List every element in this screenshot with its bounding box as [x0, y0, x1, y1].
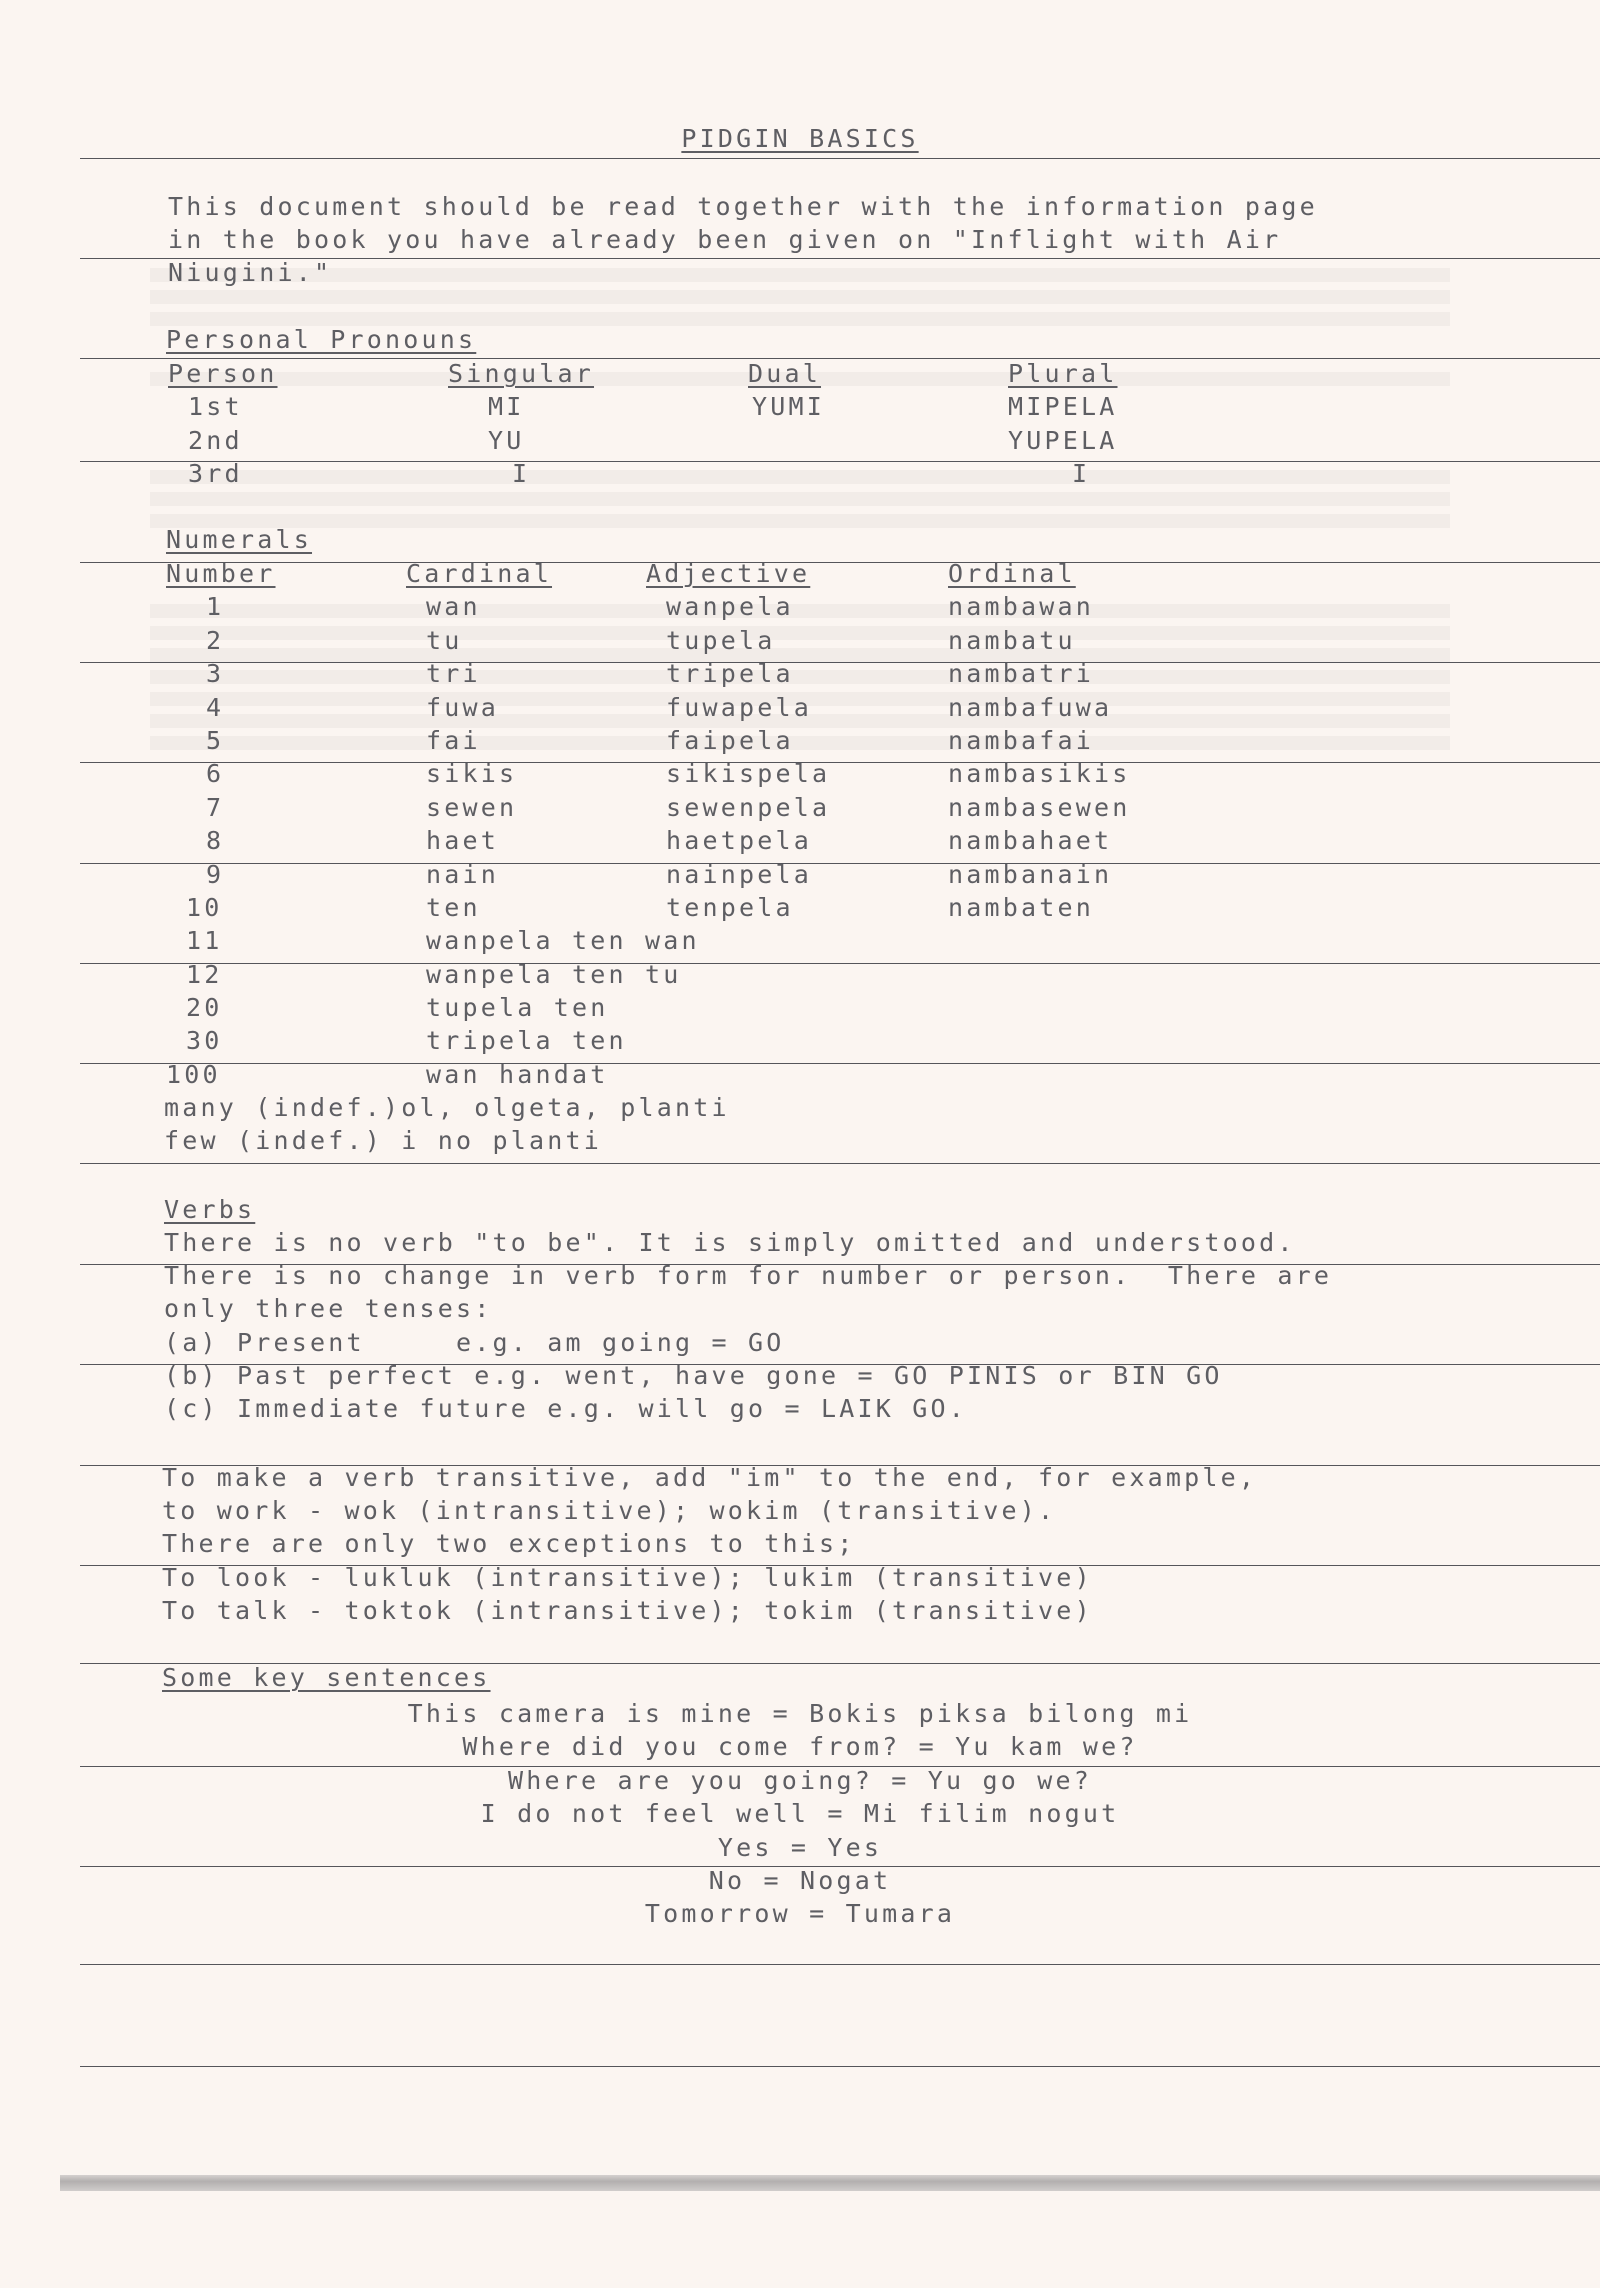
column-header: Adjective: [646, 559, 811, 588]
ruled-line: [80, 1063, 1600, 1064]
show-through: [150, 648, 1450, 662]
ordinal-cell: nambasikis: [948, 759, 1131, 789]
transitive-line: to work - wok (intransitive); wokim (transitive).: [162, 1496, 1057, 1525]
number-cell: 3: [206, 659, 225, 689]
dual-cell: YUMI: [752, 392, 826, 422]
number-cell: 1: [206, 592, 225, 622]
cardinal-cell: wanpela ten wan: [426, 926, 700, 956]
transitive-exception: To look - lukluk (intransitive); lukim (transitive): [162, 1563, 1093, 1592]
cardinal-cell: sewen: [426, 792, 518, 822]
ruled-line: [80, 2066, 1600, 2067]
ordinal-cell: nambafai: [948, 725, 1095, 755]
verbs-line: There is no verb "to be". It is simply omitted and understood.: [164, 1228, 1296, 1257]
verbs-heading: Verbs: [164, 1195, 256, 1224]
transitive-exception: To talk - toktok (intransitive); tokim (transitive): [162, 1596, 1093, 1625]
number-cell: 5: [206, 725, 225, 755]
sentences-list: [0, 1697, 1600, 1931]
ordinal-cell: nambaten: [948, 892, 1095, 922]
person-cell: 3rd: [188, 459, 243, 489]
ordinal-cell: nambanain: [948, 859, 1113, 889]
adjective-cell: nainpela: [666, 859, 813, 889]
sentence-line: No = Nogat: [708, 1866, 892, 1896]
ordinal-cell: nambawan: [948, 592, 1095, 622]
ruled-line: [80, 762, 1600, 763]
ruled-line: [80, 562, 1600, 563]
cardinal-cell: tri: [426, 659, 481, 689]
column-header: Cardinal: [406, 559, 553, 588]
adjective-cell: fuwapela: [666, 692, 813, 722]
sentence-line: Tomorrow = Tumara: [644, 1899, 956, 1929]
cardinal-cell: ten: [426, 892, 481, 922]
verbs-line: only three tenses:: [164, 1294, 493, 1323]
ordinal-cell: nambafuwa: [948, 692, 1113, 722]
number-cell: 9: [206, 859, 225, 889]
ruled-line: [80, 1163, 1600, 1164]
tense-immediate-future: (c) Immediate future e.g. will go = LAIK GO.: [164, 1394, 968, 1423]
ruled-line: [80, 863, 1600, 864]
number-cell: 7: [206, 792, 225, 822]
number-cell: 6: [206, 759, 225, 789]
person-cell: 1st: [188, 392, 243, 422]
ordinal-cell: nambatri: [948, 659, 1095, 689]
number-cell: 4: [206, 692, 225, 722]
cardinal-cell: wan handat: [426, 1059, 609, 1089]
plural-cell: MIPELA: [1008, 392, 1118, 422]
adjective-cell: haetpela: [666, 826, 813, 856]
adjective-cell: tripela: [666, 659, 794, 689]
plural-cell: I: [1072, 459, 1091, 489]
cardinal-cell: tu: [426, 625, 463, 655]
numeral-note: many (indef.)ol, olgeta, planti: [164, 1093, 730, 1122]
sentence-line: Where did you come from? = Yu kam we?: [462, 1732, 1138, 1762]
sentences-heading: Some key sentences: [162, 1663, 491, 1692]
number-cell: 20: [186, 993, 223, 1023]
column-header: Singular: [448, 359, 595, 388]
cardinal-cell: tupela ten: [426, 993, 609, 1023]
ruled-line: [80, 358, 1600, 359]
ruled-line: [80, 1964, 1600, 1965]
plural-cell: YUPELA: [1008, 425, 1118, 455]
column-header: Dual: [748, 359, 822, 388]
adjective-cell: tenpela: [666, 892, 794, 922]
pronouns-heading: Personal Pronouns: [166, 325, 477, 354]
show-through: [150, 604, 1450, 618]
tense-present: (a) Present e.g. am going = GO: [164, 1328, 785, 1357]
ruled-line: [80, 158, 1600, 159]
cardinal-cell: sikis: [426, 759, 518, 789]
transitive-line: There are only two exceptions to this;: [162, 1529, 856, 1558]
show-through: [150, 492, 1450, 506]
singular-cell: MI: [488, 392, 525, 422]
number-cell: 30: [186, 1026, 223, 1056]
scan-smudge: [60, 2175, 1600, 2191]
sentence-line: Yes = Yes: [717, 1832, 883, 1862]
show-through: [150, 514, 1450, 528]
number-cell: 8: [206, 826, 225, 856]
intro-line: This document should be read together with the information page: [168, 192, 1318, 221]
transitive-line: To make a verb transitive, add "im" to the end, for example,: [162, 1463, 1258, 1492]
sentence-line: This camera is mine = Bokis piksa bilong mi: [407, 1699, 1193, 1728]
adjective-cell: sikispela: [666, 759, 831, 789]
numeral-note: few (indef.) i no planti: [164, 1126, 603, 1155]
show-through: [150, 626, 1450, 640]
sentence-line: I do not feel well = Mi filim nogut: [480, 1799, 1120, 1829]
verbs-line: There is no change in verb form for number or person. There are: [164, 1261, 1333, 1290]
tense-past-perfect: (b) Past perfect e.g. went, have gone = GO PINIS or BIN GO: [164, 1361, 1223, 1390]
number-cell: 10: [186, 892, 223, 922]
number-cell: 100: [166, 1059, 221, 1089]
sentence-line: Where are you going? = Yu go we?: [507, 1765, 1093, 1795]
person-cell: 2nd: [188, 425, 243, 455]
show-through: [150, 290, 1450, 304]
cardinal-cell: tripela ten: [426, 1026, 627, 1056]
cardinal-cell: fai: [426, 725, 481, 755]
adjective-cell: sewenpela: [666, 792, 831, 822]
cardinal-cell: wanpela ten tu: [426, 959, 682, 989]
column-header: Plural: [1008, 359, 1118, 388]
ruled-line: [80, 963, 1600, 964]
number-cell: 11: [186, 926, 223, 956]
adjective-cell: wanpela: [666, 592, 794, 622]
adjective-cell: faipela: [666, 725, 794, 755]
number-cell: 2: [206, 625, 225, 655]
cardinal-cell: wan: [426, 592, 481, 622]
show-through: [150, 670, 1450, 684]
ordinal-cell: nambahaet: [948, 826, 1113, 856]
cardinal-cell: nain: [426, 859, 500, 889]
show-through: [150, 470, 1450, 484]
number-cell: 12: [186, 959, 223, 989]
intro-line: Niugini.": [168, 258, 333, 287]
cardinal-cell: fuwa: [426, 692, 500, 722]
column-header: Ordinal: [948, 559, 1076, 588]
ruled-line: [80, 461, 1600, 462]
singular-cell: I: [512, 459, 531, 489]
column-header: Person: [168, 359, 278, 388]
page-title: PIDGIN BASICS: [681, 124, 919, 153]
singular-cell: YU: [488, 425, 525, 455]
ordinal-cell: nambasewen: [948, 792, 1131, 822]
show-through: [150, 268, 1450, 282]
intro-line: in the book you have already been given on "Inflight with Air: [168, 225, 1282, 254]
ruled-line: [80, 662, 1600, 663]
cardinal-cell: haet: [426, 826, 500, 856]
numerals-heading: Numerals: [166, 525, 313, 554]
show-through: [150, 736, 1450, 750]
adjective-cell: tupela: [666, 625, 776, 655]
column-header: Number: [166, 559, 276, 588]
ordinal-cell: nambatu: [948, 625, 1076, 655]
